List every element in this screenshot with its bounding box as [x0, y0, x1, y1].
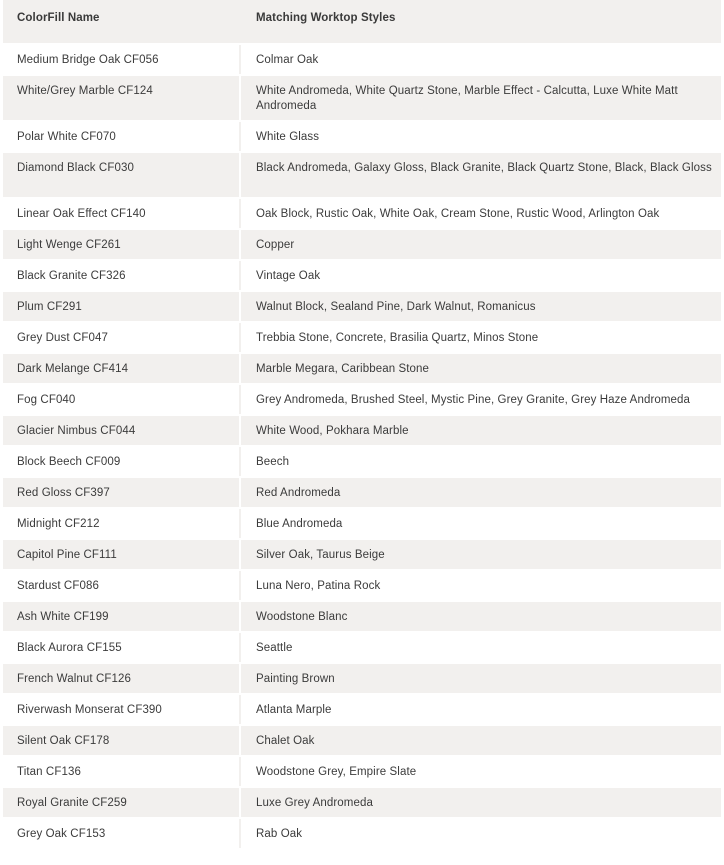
matching-styles-cell: Woodstone Grey, Empire Slate: [256, 766, 417, 778]
colorfill-name-cell: White/Grey Marble CF124: [3, 76, 241, 120]
table-row: [3, 788, 721, 819]
table-row: [3, 416, 721, 447]
colorfill-name-cell: Silent Oak CF178: [3, 726, 241, 755]
matching-styles-cell: Silver Oak, Taurus Beige: [256, 549, 385, 561]
colorfill-name-cell: Titan CF136: [3, 757, 241, 786]
matching-styles-cell: Vintage Oak: [256, 270, 321, 282]
table-row: [3, 478, 721, 509]
header-matching-worktop-styles: Matching Worktop Styles: [256, 12, 396, 24]
table-row: [3, 76, 721, 122]
table-row: [3, 354, 721, 385]
colorfill-name-cell: Diamond Black CF030: [3, 153, 241, 197]
table-row: [3, 602, 721, 633]
table-row: [3, 633, 721, 664]
table-row: [3, 261, 721, 292]
colorfill-name-cell: French Walnut CF126: [3, 664, 241, 693]
table-row: [3, 695, 721, 726]
table-row: [3, 540, 721, 571]
colorfill-name-cell: Black Granite CF326: [3, 261, 241, 290]
matching-styles-cell: Walnut Block, Sealand Pine, Dark Walnut, Romanicus: [256, 301, 536, 313]
colorfill-name-cell: Dark Melange CF414: [3, 354, 241, 383]
matching-styles-cell: Black Andromeda, Galaxy Gloss, Black Granite, Black Quartz Stone, Black, Black Gloss: [256, 162, 712, 174]
matching-styles-cell: Marble Megara, Caribbean Stone: [256, 363, 430, 375]
table-row: [3, 819, 721, 850]
table-row: [3, 323, 721, 354]
table-body: [3, 45, 721, 850]
table-row: [3, 571, 721, 602]
colorfill-name-cell: Plum CF291: [3, 292, 241, 321]
table-row: [3, 122, 721, 153]
matching-styles-cell: Blue Andromeda: [256, 518, 343, 530]
matching-styles-cell: Chalet Oak: [256, 735, 315, 747]
table-row: [3, 757, 721, 788]
colorfill-name-cell: Capitol Pine CF111: [3, 540, 241, 569]
table-row: [3, 230, 721, 261]
colorfill-name-cell: Linear Oak Effect CF140: [3, 199, 241, 228]
matching-styles-cell: Atlanta Marple: [256, 704, 332, 716]
table-row: [3, 199, 721, 230]
matching-styles-cell: Copper: [256, 239, 295, 251]
table-row: [3, 153, 721, 199]
matching-styles-cell: Woodstone Blanc: [256, 611, 348, 623]
table-row: [3, 385, 721, 416]
colorfill-name-cell: Medium Bridge Oak CF056: [3, 45, 241, 74]
table-row: [3, 45, 721, 76]
matching-styles-cell: Oak Block, Rustic Oak, White Oak, Cream Stone, Rustic Wood, Arlington Oak: [256, 208, 660, 220]
colorfill-name-cell: Red Gloss CF397: [3, 478, 241, 507]
matching-styles-cell: Luna Nero, Patina Rock: [256, 580, 381, 592]
colorfill-name-cell: Polar White CF070: [3, 122, 241, 151]
colorfill-name-cell: Riverwash Monserat CF390: [3, 695, 241, 724]
colorfill-name-cell: Glacier Nimbus CF044: [3, 416, 241, 445]
header-colorfill-name: ColorFill Name: [3, 0, 241, 43]
table-row: [3, 509, 721, 540]
matching-styles-cell: White Andromeda, White Quartz Stone, Marble Effect - Calcutta, Luxe White Matt Andromeda: [256, 85, 678, 112]
matching-styles-cell: Red Andromeda: [256, 487, 341, 499]
colorfill-name-cell: Fog CF040: [3, 385, 241, 414]
colorfill-name-cell: Ash White CF199: [3, 602, 241, 631]
matching-styles-cell: Colmar Oak: [256, 54, 319, 66]
matching-styles-cell: Seattle: [256, 642, 293, 654]
matching-styles-cell: Beech: [256, 456, 290, 468]
matching-styles-cell: Luxe Grey Andromeda: [256, 797, 373, 809]
matching-styles-cell: White Wood, Pokhara Marble: [256, 425, 409, 437]
colorfill-name-cell: Block Beech CF009: [3, 447, 241, 476]
table-row: [3, 664, 721, 695]
matching-styles-cell: Rab Oak: [256, 828, 303, 840]
table-header-row: [3, 0, 721, 45]
colorfill-matching-table: [3, 0, 721, 850]
colorfill-name-cell: Midnight CF212: [3, 509, 241, 538]
colorfill-name-cell: Grey Oak CF153: [3, 819, 241, 848]
matching-styles-cell: Painting Brown: [256, 673, 335, 685]
colorfill-name-cell: Light Wenge CF261: [3, 230, 241, 259]
colorfill-name-cell: Grey Dust CF047: [3, 323, 241, 352]
colorfill-name-cell: Stardust CF086: [3, 571, 241, 600]
matching-styles-cell: White Glass: [256, 131, 320, 143]
matching-styles-cell: Trebbia Stone, Concrete, Brasilia Quartz, Minos Stone: [256, 332, 539, 344]
table-row: [3, 292, 721, 323]
table-row: [3, 447, 721, 478]
matching-styles-cell: Grey Andromeda, Brushed Steel, Mystic Pine, Grey Granite, Grey Haze Andromeda: [256, 394, 691, 406]
colorfill-name-cell: Black Aurora CF155: [3, 633, 241, 662]
colorfill-name-cell: Royal Granite CF259: [3, 788, 241, 817]
table-row: [3, 726, 721, 757]
